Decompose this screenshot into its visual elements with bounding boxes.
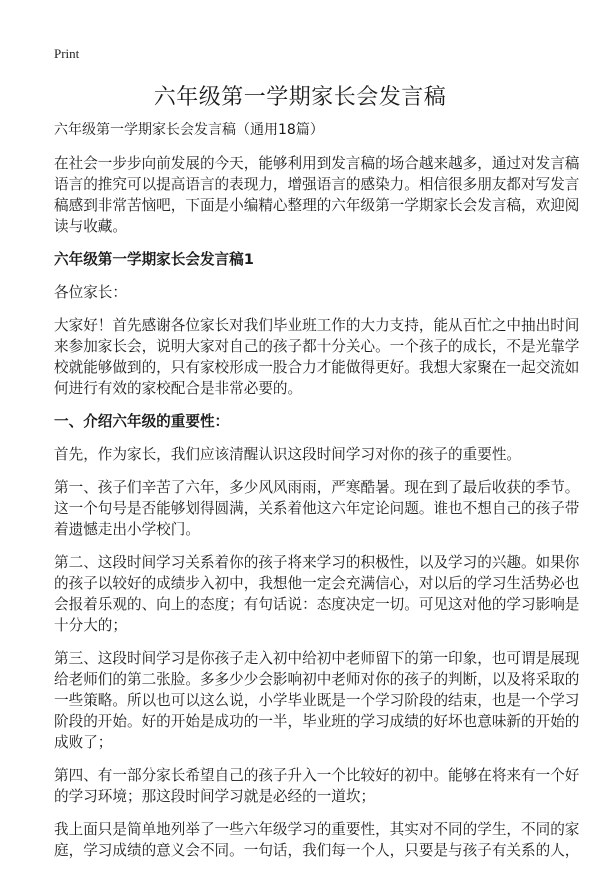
text-line: 我上面只是简单地列举了一些六年级学习的重要性，其实对不同的学生，不同的家	[54, 821, 580, 838]
text-line: 语言的推究可以提高语言的表现力，增强语言的感染力。相信很多朋友都对写发言	[54, 176, 580, 193]
text-line: 校就能够做到的，只有家校形成一股合力才能做得更好。我想大家聚在一起交流如	[54, 359, 580, 376]
text-line: 六年级第一学期家长会发言稿1	[54, 251, 254, 268]
section-heading	[54, 411, 554, 432]
text-line: 阶段的开始。好的开始是成功的一半，毕业班的学习成绩的好坏也意味新的开始的	[54, 713, 580, 730]
paragraph	[54, 444, 554, 465]
text-line: 这一个句号是否能够划得圆满，关系着他这六年定论问题。谁也不想自己的孩子带	[54, 500, 580, 517]
text-line: 各位家长：	[54, 284, 127, 301]
text-line: 一些策略。所以也可以这么说，小学毕业既是一个学习阶段的结束，也是一个学习	[54, 692, 580, 709]
text-line: 第四、有一部分家长希望自己的孩子升入一个比较好的初中。能够在将来有一个好	[54, 767, 580, 784]
paragraph	[54, 765, 580, 807]
text-line: 会报着乐观的、向上的态度；有句话说：态度决定一切。可见这对他的学习影响是	[54, 596, 580, 613]
text-line: 读与收藏。	[54, 218, 127, 235]
text-line: 的学习环境；那这段时间学习就是必经的一道坎；	[54, 788, 376, 805]
paragraph	[54, 282, 554, 303]
document-subtitle	[54, 120, 554, 141]
text-line: 第一、孩子们辛苦了六年，多少风风雨雨，严寒酷暑。现在到了最后收获的季节。	[54, 479, 580, 496]
text-line: 六年级第一学期家长会发言稿（通用18篇）	[54, 122, 324, 138]
print-link[interactable]: Print	[54, 46, 80, 61]
paragraph	[54, 552, 580, 636]
document-body	[54, 120, 580, 873]
text-line: 第二、这段时间学习关系着你的孩子将来学习的积极性，以及学习的兴趣。如果你	[54, 554, 580, 571]
paragraph	[54, 315, 580, 399]
paragraph	[54, 477, 580, 540]
paragraph	[54, 819, 580, 861]
paragraph	[54, 153, 580, 237]
text-line: 大家好！首先感谢各位家长对我们毕业班工作的大力支持，能从百忙之中抽出时间	[54, 317, 580, 334]
text-line: 在社会一步步向前发展的今天，能够利用到发言稿的场合越来越多，通过对发言稿	[54, 155, 580, 172]
text-line: 稿感到非常苦恼吧，下面是小编精心整理的六年级第一学期家长会发言稿，欢迎阅	[54, 197, 580, 214]
text-line: 给老师们的第二张脸。多多少少会影响初中老师对你的孩子的判断，以及将采取的	[54, 671, 580, 688]
text-line: 来参加家长会，说明大家对自己的孩子都十分关心。一个孩子的成长，不是光靠学	[54, 338, 580, 355]
section-heading	[54, 249, 554, 270]
text-line: 第三、这段时间学习是你孩子走入初中给初中老师留下的第一印象，也可谓是展现	[54, 650, 580, 667]
text-line: 着遗憾走出小学校门。	[54, 521, 200, 538]
text-line: 何进行有效的家校配合是非常必要的。	[54, 380, 303, 397]
text-line: 首先，作为家长，我们应该清醒认识这段时间学习对你的孩子的重要性。	[54, 446, 522, 463]
text-line: 一、介绍六年级的重要性：	[54, 413, 230, 430]
text-line: 庭，学习成绩的意义会不同。一句话，我们每一个人，只要是与孩子有关系的人，	[54, 842, 580, 859]
text-line: 成败了；	[54, 734, 113, 751]
paragraph	[54, 648, 580, 753]
document-title: 六年级第一学期家长会发言稿	[153, 85, 447, 110]
text-line: 十分大的；	[54, 617, 127, 634]
text-line: 的孩子以较好的成绩步入初中，我想他一定会充满信心，对以后的学习生活势必也	[54, 575, 580, 592]
